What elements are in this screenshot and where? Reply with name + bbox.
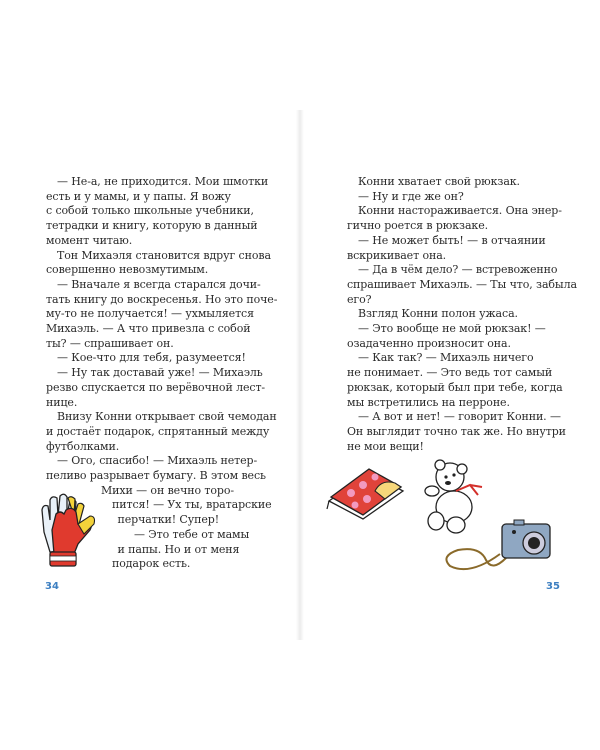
- text-line: му-то не получается! — ухмыляется: [46, 307, 254, 321]
- text-line: Он выглядит точно так же. Но внутри: [347, 424, 566, 438]
- text-line: момент читаю.: [46, 233, 133, 247]
- text-line: есть и у мамы, и у папы. Я вожу: [46, 189, 231, 203]
- text-line: — Ого, спасибо! — Михаэль нетер-: [57, 454, 258, 468]
- text-line: — Не-а, не приходится. Мои шмотки: [57, 175, 269, 188]
- text-line: рюкзак, который был при тебе, когда: [347, 380, 563, 394]
- text-line: вскрикивает она.: [347, 248, 447, 262]
- text-line: — Ну так доставай уже! — Михаэль: [57, 366, 263, 380]
- text-line: — А вот и нет! — говорит Конни. —: [358, 410, 561, 424]
- text-line: мы встретились на перроне.: [347, 395, 510, 409]
- text-line: Взгляд Конни полон ужаса.: [358, 307, 518, 321]
- camera-illustration: [440, 510, 555, 575]
- text-line: пится! — Ух ты, вратарские: [112, 498, 272, 512]
- wallet-illustration: [325, 465, 405, 525]
- text-line: — Да в чём дело? — встревоженно: [358, 263, 558, 277]
- text-line: и папы. Но и от меня: [117, 542, 240, 556]
- book-gutter: [296, 110, 304, 640]
- text-line: совершенно невозмутимым.: [46, 263, 209, 277]
- text-line: тать книгу до воскресенья. Но это поче-: [46, 292, 278, 306]
- text-line: с собой только школьные учебники,: [46, 204, 254, 218]
- text-line: — Как так? — Михаэль ничего: [358, 351, 534, 365]
- text-line: гично роется в рюкзаке.: [347, 219, 488, 233]
- text-line: — Это вообще не мой рюкзак! —: [358, 322, 546, 335]
- text-line: резво спускается по верёвочной лест-: [46, 380, 266, 394]
- text-line: — Ну и где же он?: [358, 189, 464, 203]
- text-line: — Вначале я всегда старался дочи-: [57, 277, 261, 291]
- text-line: футболками.: [46, 439, 120, 453]
- text-line: его?: [347, 292, 372, 306]
- text-line: — Не может быть! — в отчаянии: [358, 233, 546, 247]
- text-line: — Кое-что для тебя, разумеется!: [57, 351, 246, 365]
- text-line: пеливо разрывает бумагу. В этом весь: [46, 469, 266, 482]
- text-line: подарок есть.: [112, 557, 191, 571]
- text-line: не мои вещи!: [347, 439, 424, 453]
- page-number-left: 34: [45, 581, 59, 592]
- text-line: Конни хватает свой рюкзак.: [358, 175, 520, 188]
- text-line: тетрадки и книгу, которую в данный: [46, 219, 258, 233]
- text-line: Тон Михаэля становится вдруг снова: [57, 248, 271, 262]
- text-line: Михи — он вечно торо-: [101, 483, 234, 497]
- text-line: перчатки! Супер!: [117, 513, 220, 527]
- text-line: Внизу Конни открывает свой чемодан: [57, 410, 277, 424]
- text-line: спрашивает Михаэль. — Ты что, забыла: [347, 277, 577, 291]
- goalkeeper-gloves-illustration: [38, 490, 102, 570]
- text-line: и достаёт подарок, спрятанный между: [46, 424, 270, 438]
- text-line: — Это тебе от мамы: [134, 527, 250, 541]
- text-line: Михаэль. — А что привезла с собой: [46, 322, 251, 335]
- text-line: не понимает. — Это ведь тот самый: [347, 366, 553, 380]
- text-line: озадаченно произносит она.: [347, 336, 511, 350]
- text-line: нице.: [46, 395, 78, 409]
- text-line: ты? — спрашивает он.: [46, 336, 174, 350]
- page-number-right: 35: [546, 581, 560, 592]
- text-line: Конни настораживается. Она энер-: [358, 204, 562, 218]
